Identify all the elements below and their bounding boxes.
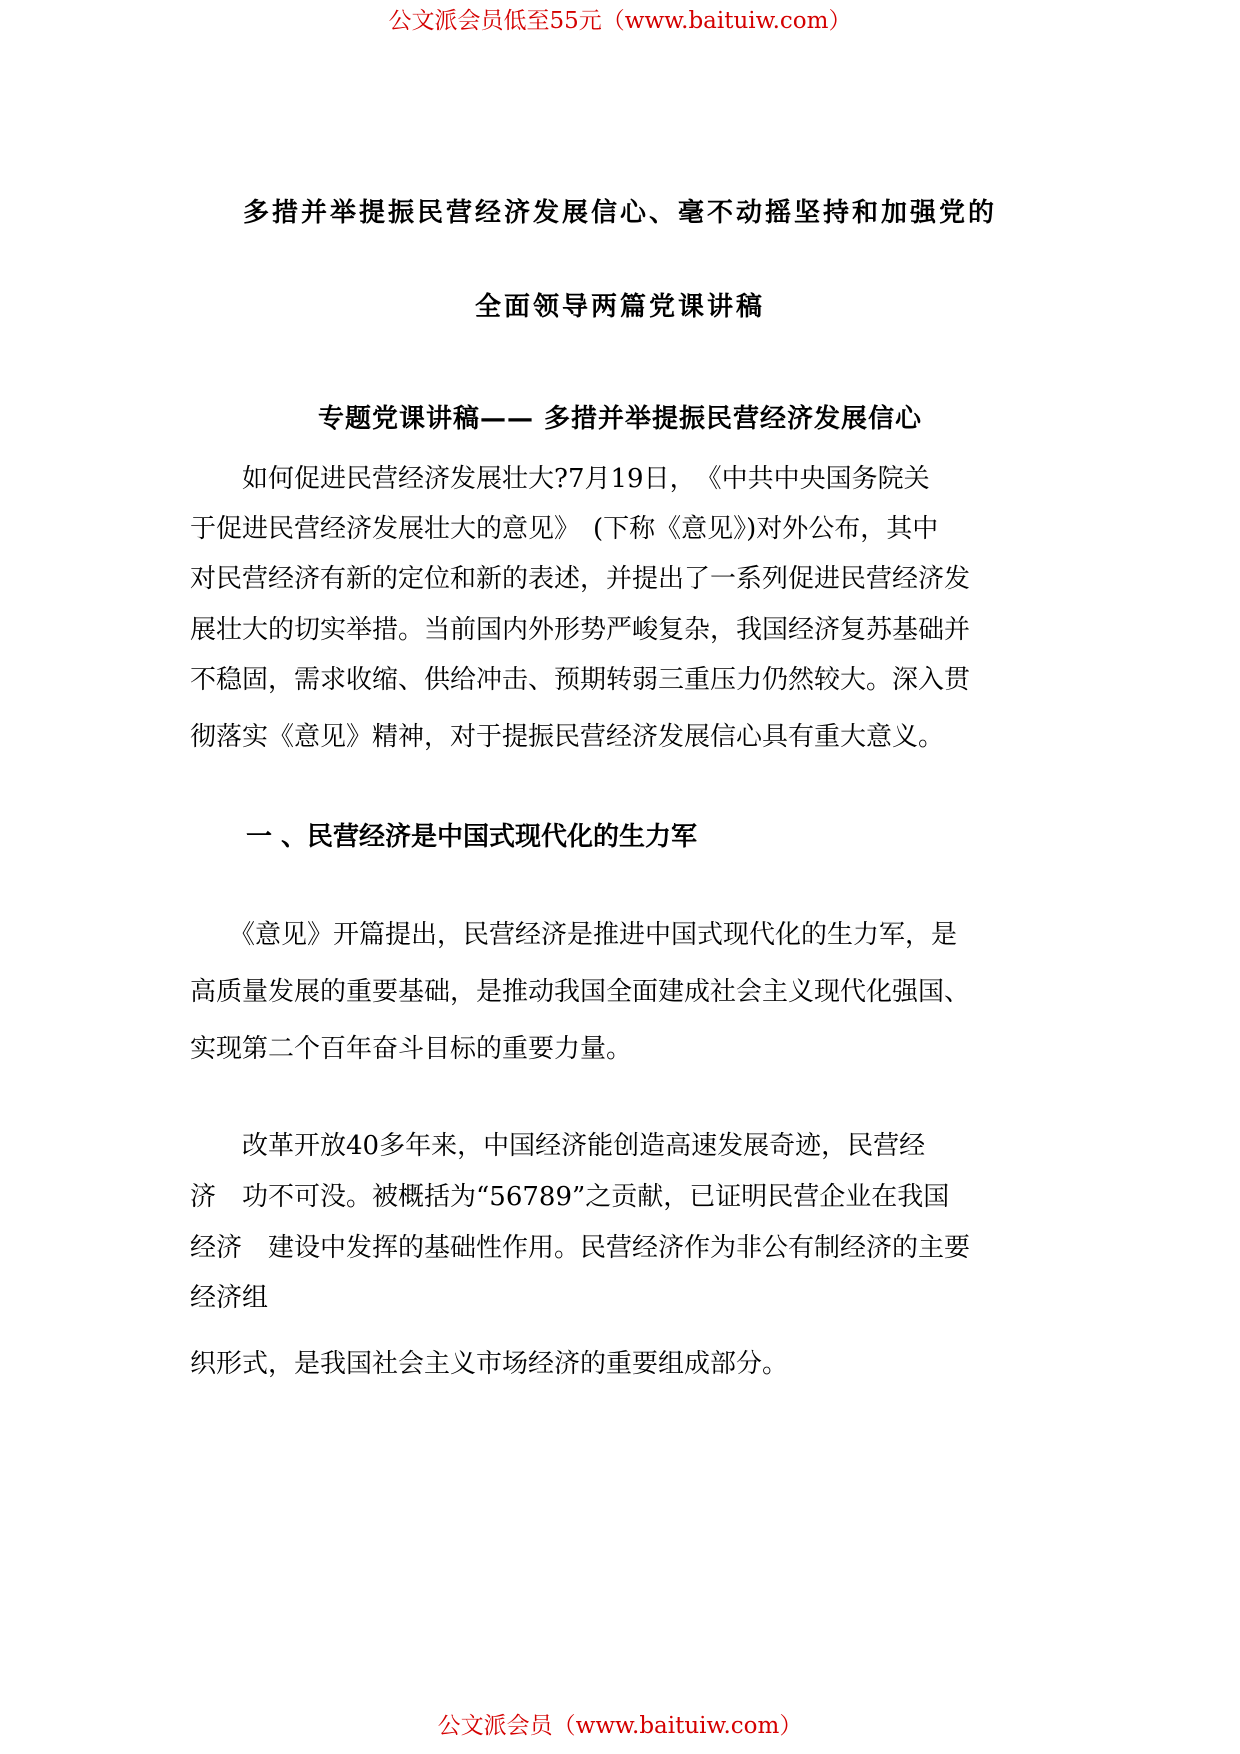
paragraph-line: 改革开放40多年来，中国经济能创造高速发展奇迹，民营经 <box>190 1131 926 1161</box>
document-title-line-2: 全面领导两篇党课讲稿 <box>474 292 765 322</box>
paragraph-line: 织形式，是我国社会主义市场经济的重要组成部分。 <box>190 1349 789 1379</box>
paragraph-line: 不稳固，需求收缩、供给冲击、预期转弱三重压力仍然较大。深入贯 <box>190 665 971 695</box>
paragraph-line: 《意见》开篇提出，民营经济是推进中国式现代化的生力军，是 <box>190 920 958 950</box>
section-heading-1: 一 、民营经济是中国式现代化的生力军 <box>246 822 698 852</box>
paragraph-line: 于促进民营经济发展壮大的意见》 (下称《意见》)对外公布，其中 <box>190 514 939 544</box>
footer-banner: 公文派会员（www.baituiw.com） <box>437 1713 803 1739</box>
paragraph-line: 高质量发展的重要基础，是推动我国全面建成社会主义现代化强国、 <box>190 977 971 1007</box>
paragraph-line: 如何促进民营经济发展壮大?7月19日， 《中共中央国务院关 <box>190 464 930 494</box>
paragraph-line: 实现第二个百年奋斗目标的重要力量。 <box>190 1034 633 1064</box>
header-banner: 公文派会员低至55元（www.baituiw.com） <box>388 8 852 34</box>
paragraph-line: 经济 建设中发挥的基础性作用。民营经济作为非公有制经济的主要 <box>190 1233 971 1263</box>
paragraph-line: 济 功不可没。被概括为“56789”之贡献，已证明民营企业在我国 <box>190 1182 950 1212</box>
document-title-line-1: 多措并举提振民营经济发展信心、毫不动摇坚持和加强党的 <box>242 198 997 228</box>
paragraph-line: 经济组 <box>190 1283 269 1313</box>
document-subtitle: 专题党课讲稿—— 多措并举提振民营经济发展信心 <box>317 404 923 434</box>
paragraph-line: 对民营经济有新的定位和新的表述，并提出了一系列促进民营经济发 <box>190 564 971 594</box>
paragraph-line: 彻落实《意见》精神，对于提振民营经济发展信心具有重大意义。 <box>190 722 945 752</box>
paragraph-line: 展壮大的切实举措。当前国内外形势严峻复杂，我国经济复苏基础并 <box>190 615 971 645</box>
